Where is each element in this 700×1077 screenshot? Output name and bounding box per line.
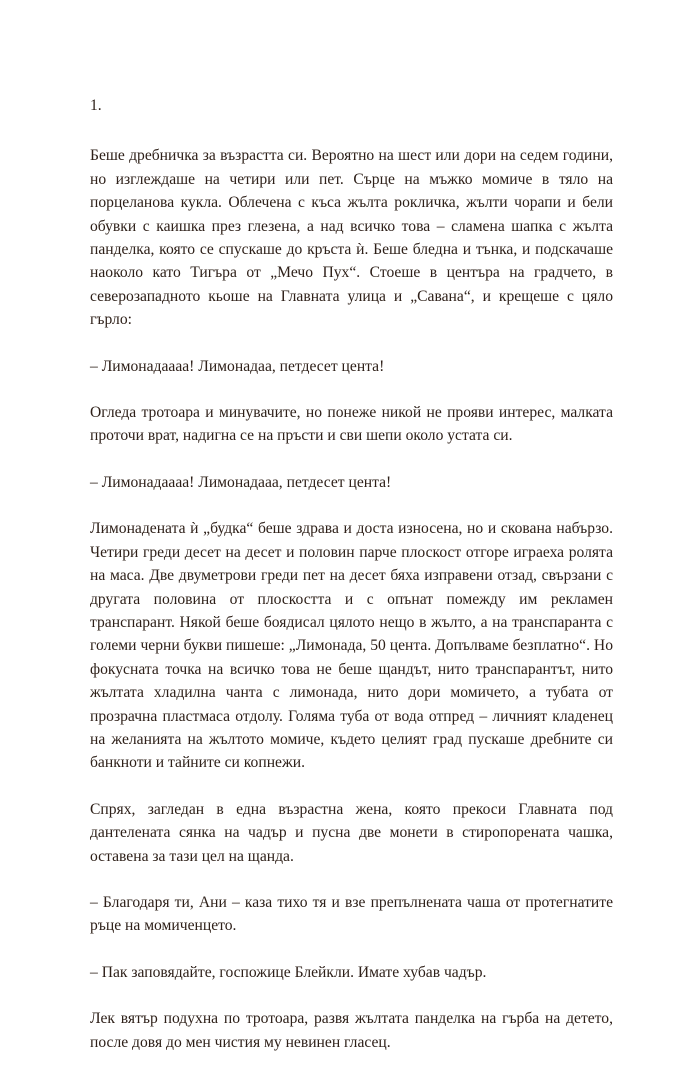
paragraph-dialogue-lemonade-1: – Лимонадаааа! Лимонадаа, петдесет цента! [90,357,385,375]
paragraph-old-woman: Спрях, загледан в една възрастна жена, която прекоси Главната под дантелената сянка на чадър и пусна две монети в стиропорената чашка, оставена за тази цел на щанда. [90,800,613,865]
paragraph-sidewalk: Огледа тротоара и минувачите, но понеже никой не прояви интерес, малката проточи врат, надигна се на пръсти и сви шепи около устата си. [90,404,613,445]
paragraph-dialogue-lemonade-2: – Лимонадаааа! Лимонадааа, петдесет цента! [90,473,392,491]
paragraph-dialogue-umbrella: – Пак заповядайте, госпожице Блейкли. Имате хубав чадър. [90,963,487,981]
paragraph-lemonade-stand: Лимонадената ѝ „будка“ беше здрава и доста износена, но и скована набързо. Четири греди десет на десет и половин парче плоскост отгоре играеха ролята на маса. Две двуметрови греди пет на десет бяха изправени отзад, свързани с другата половина от плоскостта и с опънат помежду им рекламен транспарант. Някой беше боядисал цялото нещо в жълто, а на транспаранта с големи черни букви пишеше: „Лимонада, 50 цента. Допълваме безплатно“. Но фокусната точка на всичко това не беше щандът, нито транспарантът, нито жълтата хладилна чанта с лимонада, нито дори момичето, а тубата от прозрачна пластмаса отдолу. Голяма туба от вода отпред – личният кладенец на желанията на жълтото момиче, където целият град пускаше дребните си банкноти и тайните си копнежи. [90,520,613,772]
paragraph-dialogue-thanks: – Благодаря ти, Ани – каза тихо тя и взе препълнената чаша от протегнатите ръце на момиченцето. [90,893,613,935]
paragraph-description: Беше дребничка за възрастта си. Вероятно на шест или дори на седем години, но изглеждаше на четири или пет. Сърце на мъжко момиче в тяло на порцеланова кукла. Облечена с къса жълта рокличка, жълти чорапи и бели обувки с каишка през глезена, а над всичко това – сламена шапка с жълта панделка, която се спускаше до кръста ѝ. Беше бледна и тънка, и подскачаше наоколо като Тигъра от „Мечо Пух“. Стоеше в центъра на градчето, в северозападното кьоше на Главната улица и „Савана“, и крещеше с цяло гърло: [90,147,613,329]
paragraph-breeze: Лек вятър подухна по тротоара, развя жълтата панделка на гърба на детето, после довя до мен чистия му невинен гласец. [90,1010,613,1051]
chapter-number: 1. [90,97,102,114]
page-body [90,94,613,1077]
